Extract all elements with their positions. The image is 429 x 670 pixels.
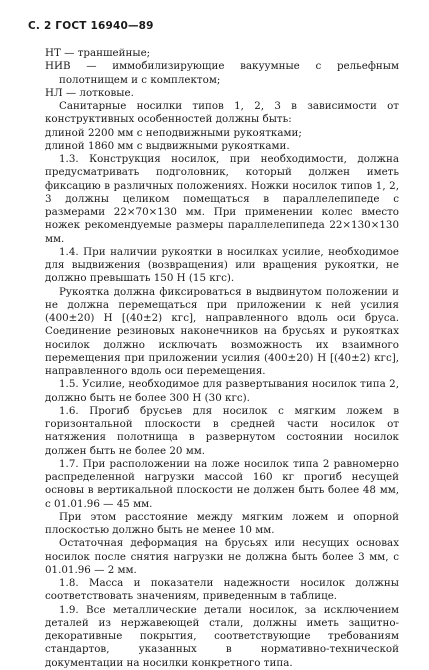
paragraph: 1.5. Усилие, необходимое для развертывания носилок типа 2, должно быть не более 300 Н (30 кгс).	[45, 378, 399, 404]
paragraph: При этом расстояние между мягким ложем и опорной плоскостью должно быть не менее 10 мм.	[45, 510, 399, 536]
paragraph: Санитарные носилки типов 1, 2, 3 в зависимости от конструктивных особенностей должны быть:	[45, 100, 399, 126]
document-body	[45, 47, 399, 670]
paragraph: длиной 2200 мм с неподвижными рукоятками;	[45, 126, 302, 139]
paragraph: 1.4. При наличии рукоятки в носилках усилие, необходимое для выдвижения (возвращения) или вращения рукоятки, не должно превышать 150 Н (15 кгс).	[45, 245, 399, 285]
paragraph: НИВ — иммобилизирующие вакуумные с рельефным полотнищем и с комплектом;	[45, 60, 399, 86]
paragraph: 1.3. Конструкция носилок, при необходимости, должна предусматривать подголовник, который должен иметь фиксацию в различных положениях. Ножки носилок типов 1, 2, 3 должны целиком помещаться в параллелепипеде с размерами 22×70×130 мм. При применении колес вместо ножек рекомендуемые размеры параллелепипеда 22×130×130 мм.	[45, 153, 399, 245]
paragraph: 1.9. Все металлические детали носилок, за исключением деталей из нержавеющей стали, должны иметь защитно-декоративные покрытия, соответствующие требованиям стандартов, указанных в нормативно-технической документации на носилки конкретного типа.	[45, 603, 399, 669]
paragraph: Остаточная деформация на брусьях или несущих основах носилок после снятия нагрузки не должна быть более 3 мм, с 01.01.96 — 2 мм.	[45, 537, 399, 576]
paragraph: НЛ — лотковые.	[45, 86, 134, 99]
paragraph: 1.6. Прогиб брусьев для носилок с мягким ложем в горизонтальной плоскости в средней части носилок от натяжения полотнища в развернутом состоянии носилок должен быть не более 20 мм.	[45, 404, 399, 457]
paragraph: 1.8. Масса и показатели надежности носилок должны соответствовать значениям, приведенным в таблице.	[45, 577, 399, 603]
paragraph: длиной 1860 мм с выдвижными рукоятками.	[45, 139, 290, 152]
page-header: С. 2 ГОСТ 16940—89	[28, 20, 154, 32]
paragraph: 1.7. При расположении на ложе носилок типа 2 равномерно распределенной нагрузки массой 160 кг прогиб несущей основы в вертикальной плоскости не должен быть более 48 мм, с 01.01.96 — 45 мм.	[45, 457, 399, 510]
paragraph: НТ — траншейные;	[45, 47, 151, 59]
paragraph: Рукоятка должна фиксироваться в выдвинутом положении и не должна перемещаться при приложении к ней усилия (400±20) Н [(40±2) кгс], направленного вдоль оси бруса. Соединение резиновых наконечников на брусьях и рукоятках носилок должно исключать возможность их взаимного перемещения при приложении усилия (400±20) Н [(40±2) кгс], направленного вдоль оси перемещения.	[45, 285, 399, 377]
